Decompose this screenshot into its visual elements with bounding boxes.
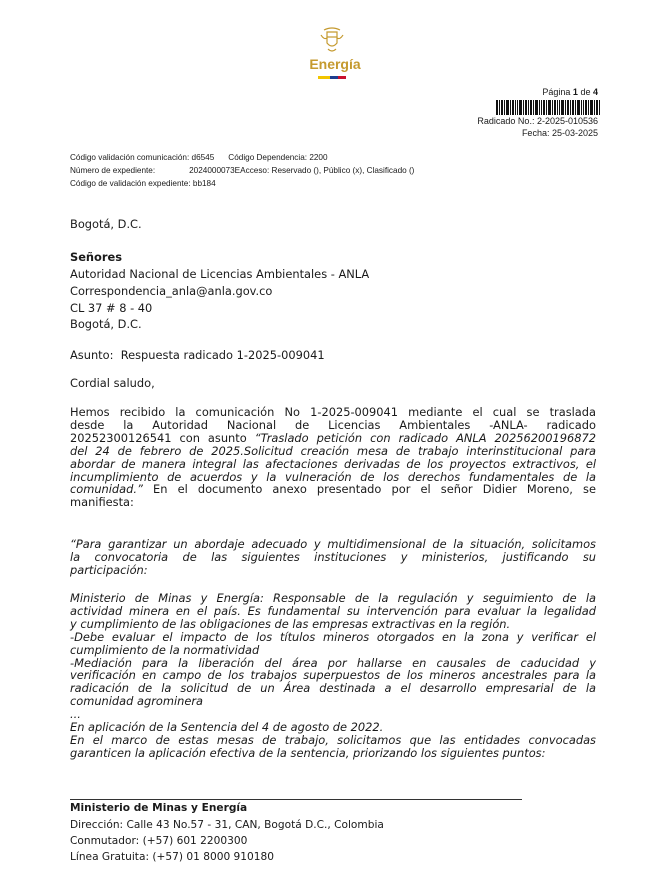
meta-row-1: Código validación comunicación: d6545 Código Dependencia: 2200 xyxy=(70,153,328,162)
brand-logo-text: Energía xyxy=(309,56,361,72)
paragraph-line: -Mediación para la liberación del área por hallarse en causales de caducidad y xyxy=(70,655,596,670)
greeting: Cordial saludo, xyxy=(70,376,155,390)
city-line: Bogotá, D.C. xyxy=(70,217,142,231)
coat-of-arms-icon xyxy=(318,26,346,56)
paragraph-line: desde la Autoridad Nacional de Licencias Ambientales -ANLA- radicado xyxy=(70,417,596,432)
recipient-line: Correspondencia_anla@anla.gov.co xyxy=(70,284,273,298)
recipient-line: Autoridad Nacional de Licencias Ambientales - ANLA xyxy=(70,267,370,281)
subject-line xyxy=(70,348,325,362)
recipient-line: CL 37 # 8 - 40 xyxy=(70,301,153,315)
paragraph-line: cumplimiento de la normatividad xyxy=(70,642,260,657)
paragraph-line: -Debe evaluar el impacto de los títulos mineros otorgados en la zona y verificar el xyxy=(70,629,596,644)
paragraph-line: En aplicación de la Sentencia del 4 de agosto de 2022. xyxy=(70,720,384,735)
paragraph-line: del 24 de febrero de 2025.Solicitud creación mesa de trabajo interinstitucional para xyxy=(70,443,596,458)
paragraph-line: manifiesta: xyxy=(70,495,134,510)
paragraph-line: En el marco de estas mesas de trabajo, solicitamos que las entidades convocadas xyxy=(70,732,596,747)
paragraph-line: 20252300126541 con asunto “Traslado petición con radicado ANLA 20256200196872 xyxy=(70,430,596,445)
recipient-line: Bogotá, D.C. xyxy=(70,317,142,331)
page-counter: Página 1 de 4 xyxy=(542,87,598,97)
paragraph-line: comunidad agrominera xyxy=(70,694,204,709)
paragraph-line: Hemos recibido la comunicación No 1-2025-009041 mediante el cual se traslada xyxy=(70,405,596,419)
subject-label: Asunto: xyxy=(70,348,114,362)
filing-number: Radicado No.: 2-2025-010536 xyxy=(477,116,598,126)
paragraph-line: incumplimiento de acuerdos y la vulneración de los derechos fundamentales de la xyxy=(70,469,596,484)
paragraph-line: “Para garantizar un abordaje adecuado y multidimensional de la situación, solicitamos xyxy=(70,537,596,551)
paragraph-line: verificación en campo de los trabajos superpuestos de los mineros ancestrales para la xyxy=(70,668,596,683)
paragraph-line: actividad minera en el país. Es fundamental su intervención para evaluar la legalidad xyxy=(70,603,596,618)
footer-divider xyxy=(70,799,522,800)
intro-paragraph xyxy=(70,406,596,509)
meta-row-3: Código de validación expediente: bb184 xyxy=(70,179,216,188)
paragraph-line: comunidad.” En el documento anexo presentado por el señor Didier Moreno, se xyxy=(70,482,596,497)
footer-toll-free: Línea Gratuita: (+57) 01 8000 910180 xyxy=(70,851,274,863)
paragraph-line: abordar de manera integral las afectaciones derivadas de los proyectos extractivos, el xyxy=(70,456,596,471)
meta-row-2: Número de expediente: 2024000073EAcceso: Reservado (), Público (x), Clasificado () xyxy=(70,166,415,175)
footer-address: Dirección: Calle 43 No.57 - 31, CAN, Bogotá D.C., Colombia xyxy=(70,819,384,831)
quote-paragraph-2 xyxy=(70,592,596,760)
paragraph-line: participación: xyxy=(70,562,148,577)
paragraph-line: Ministerio de Minas y Energía: Responsable de la regulación y seguimiento de la xyxy=(70,591,596,605)
paragraph-line: radicación de la solicitud de un Área destinada a el desarrollo empresarial de la xyxy=(70,681,596,696)
paragraph-line: la convocatoria de las siguientes instituciones y ministerios, justificando su xyxy=(70,549,596,564)
paragraph-line: y cumplimiento de las obligaciones de las empresas extractivas en la región. xyxy=(70,616,511,631)
footer-title: Ministerio de Minas y Energía xyxy=(70,802,248,814)
barcode-icon xyxy=(496,100,600,115)
paragraph-line: ... xyxy=(70,707,81,722)
quote-paragraph-1 xyxy=(70,538,596,577)
filing-info xyxy=(477,115,598,139)
footer-phone: Conmutador: (+57) 601 2200300 xyxy=(70,835,248,847)
paragraph-line: garanticen la aplicación efectiva de la sentencia, priorizando los siguientes puntos: xyxy=(70,745,546,760)
recipient-title: Señores xyxy=(70,250,122,264)
subject-text: Respuesta radicado 1-2025-009041 xyxy=(120,348,325,362)
flag-stripe xyxy=(318,76,346,79)
filing-date: Fecha: 25-03-2025 xyxy=(521,128,598,138)
